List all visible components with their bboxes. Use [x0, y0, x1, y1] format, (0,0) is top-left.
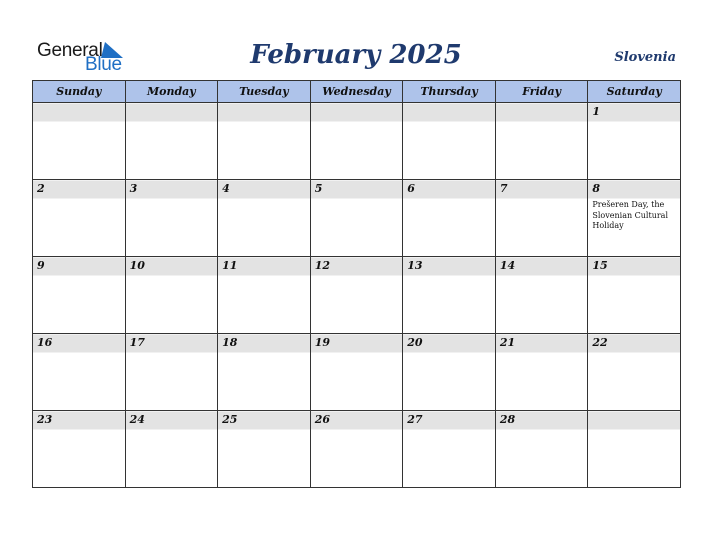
day-cell[interactable] — [588, 180, 681, 257]
weekday-thursday: Thursday — [403, 81, 496, 103]
holiday-note — [496, 198, 588, 200]
calendar-title: February 2025 — [250, 40, 462, 70]
day-number: 12 — [314, 259, 330, 272]
holiday-note — [588, 352, 680, 354]
day-cell[interactable] — [125, 334, 218, 411]
holiday-note — [126, 352, 218, 354]
weekday-wednesday: Wednesday — [310, 81, 403, 103]
holiday-note — [126, 121, 218, 123]
day-cell[interactable] — [588, 411, 681, 488]
day-cell[interactable] — [588, 334, 681, 411]
day-number: 24 — [129, 413, 145, 426]
day-cell[interactable] — [495, 334, 588, 411]
day-number: 23 — [37, 413, 53, 426]
country-label: Slovenia — [614, 50, 676, 65]
day-number: 28 — [499, 413, 516, 426]
day-cell[interactable] — [218, 334, 311, 411]
day-number: 16 — [37, 336, 53, 349]
day-cell[interactable] — [403, 257, 496, 334]
day-cell[interactable] — [495, 411, 588, 488]
weekday-saturday: Saturday — [588, 81, 681, 103]
day-cell[interactable] — [33, 257, 126, 334]
logo-word-blue: Blue — [85, 54, 122, 75]
day-number — [33, 103, 125, 121]
day-number — [126, 103, 218, 121]
day-number — [311, 103, 403, 121]
holiday-note — [126, 275, 218, 277]
holiday-note — [496, 275, 588, 277]
holiday-note — [403, 121, 495, 123]
day-cell[interactable] — [588, 257, 681, 334]
day-number: 4 — [222, 182, 230, 195]
holiday-note — [218, 198, 310, 200]
day-number: 14 — [499, 259, 516, 272]
day-cell[interactable] — [495, 180, 588, 257]
day-number: 5 — [314, 182, 323, 195]
day-cell[interactable] — [403, 334, 496, 411]
day-cell[interactable] — [310, 103, 403, 180]
day-cell[interactable] — [495, 103, 588, 180]
day-number: 10 — [129, 259, 145, 272]
holiday-note — [218, 429, 310, 431]
day-number: 7 — [499, 182, 508, 195]
day-cell[interactable] — [33, 411, 126, 488]
day-number: 27 — [407, 413, 423, 426]
holiday-note — [33, 352, 125, 354]
day-number: 6 — [407, 182, 415, 195]
holiday-note — [126, 429, 218, 431]
holiday-note — [218, 275, 310, 277]
day-number: 13 — [407, 259, 423, 272]
day-cell[interactable] — [125, 411, 218, 488]
holiday-note — [311, 352, 403, 354]
day-number: 17 — [129, 336, 145, 349]
day-cell[interactable] — [403, 103, 496, 180]
holiday-note — [588, 275, 680, 277]
logo-word-general: General — [37, 40, 103, 61]
day-number: 15 — [592, 259, 608, 272]
day-cell[interactable] — [310, 180, 403, 257]
day-cell[interactable] — [403, 180, 496, 257]
day-number: 25 — [222, 413, 238, 426]
holiday-note — [126, 198, 218, 200]
holiday-note — [311, 198, 403, 200]
day-number: 2 — [37, 182, 45, 195]
weekday-monday: Monday — [125, 81, 218, 103]
calendar-weeks — [33, 103, 681, 488]
day-cell[interactable] — [33, 180, 126, 257]
holiday-note — [403, 429, 495, 431]
holiday-note — [403, 198, 495, 200]
week-row — [33, 180, 681, 257]
day-cell[interactable] — [218, 411, 311, 488]
day-cell[interactable] — [310, 257, 403, 334]
holiday-note — [588, 429, 680, 431]
holiday-note — [33, 121, 125, 123]
day-number: 22 — [592, 336, 608, 349]
week-row — [33, 257, 681, 334]
week-row — [33, 411, 681, 488]
day-number: 9 — [37, 259, 45, 272]
holiday-note — [218, 121, 310, 123]
week-row — [33, 334, 681, 411]
week-row — [33, 103, 681, 180]
holiday-note — [33, 198, 125, 200]
day-number: 19 — [314, 336, 330, 349]
day-number — [403, 103, 495, 121]
day-number: 21 — [499, 336, 516, 349]
day-cell[interactable] — [218, 257, 311, 334]
day-number: 1 — [592, 105, 601, 118]
day-number — [588, 411, 680, 429]
day-cell[interactable] — [310, 411, 403, 488]
day-cell[interactable] — [495, 257, 588, 334]
holiday-note — [403, 275, 495, 277]
day-number: 3 — [129, 182, 138, 195]
day-number — [218, 103, 310, 121]
day-number: 18 — [222, 336, 238, 349]
day-number: 26 — [314, 413, 330, 426]
day-cell[interactable] — [125, 103, 218, 180]
day-cell[interactable] — [588, 103, 681, 180]
holiday-note — [33, 429, 125, 431]
day-cell[interactable] — [33, 103, 126, 180]
holiday-note — [496, 429, 588, 431]
holiday-note: Prešeren Day, the Slovenian Cultural Holiday — [592, 200, 669, 230]
day-cell[interactable] — [33, 334, 126, 411]
weekday-tuesday: Tuesday — [218, 81, 311, 103]
holiday-note — [588, 121, 680, 123]
holiday-note — [218, 352, 310, 354]
holiday-note — [311, 121, 403, 123]
holiday-note — [311, 275, 403, 277]
holiday-note — [496, 352, 588, 354]
day-cell[interactable] — [218, 103, 311, 180]
calendar-grid — [32, 80, 681, 488]
weekday-header-row — [33, 81, 681, 103]
day-number: 8 — [592, 182, 601, 195]
holiday-note — [311, 429, 403, 431]
day-number: 11 — [222, 259, 238, 272]
day-cell[interactable] — [218, 180, 311, 257]
weekday-friday: Friday — [495, 81, 588, 103]
day-cell[interactable] — [403, 411, 496, 488]
day-cell[interactable] — [310, 334, 403, 411]
day-number: 20 — [407, 336, 423, 349]
day-cell[interactable] — [125, 257, 218, 334]
day-number — [496, 103, 588, 121]
holiday-note — [496, 121, 588, 123]
holiday-note — [33, 275, 125, 277]
weekday-sunday: Sunday — [33, 81, 126, 103]
holiday-note — [403, 352, 495, 354]
day-cell[interactable] — [125, 180, 218, 257]
